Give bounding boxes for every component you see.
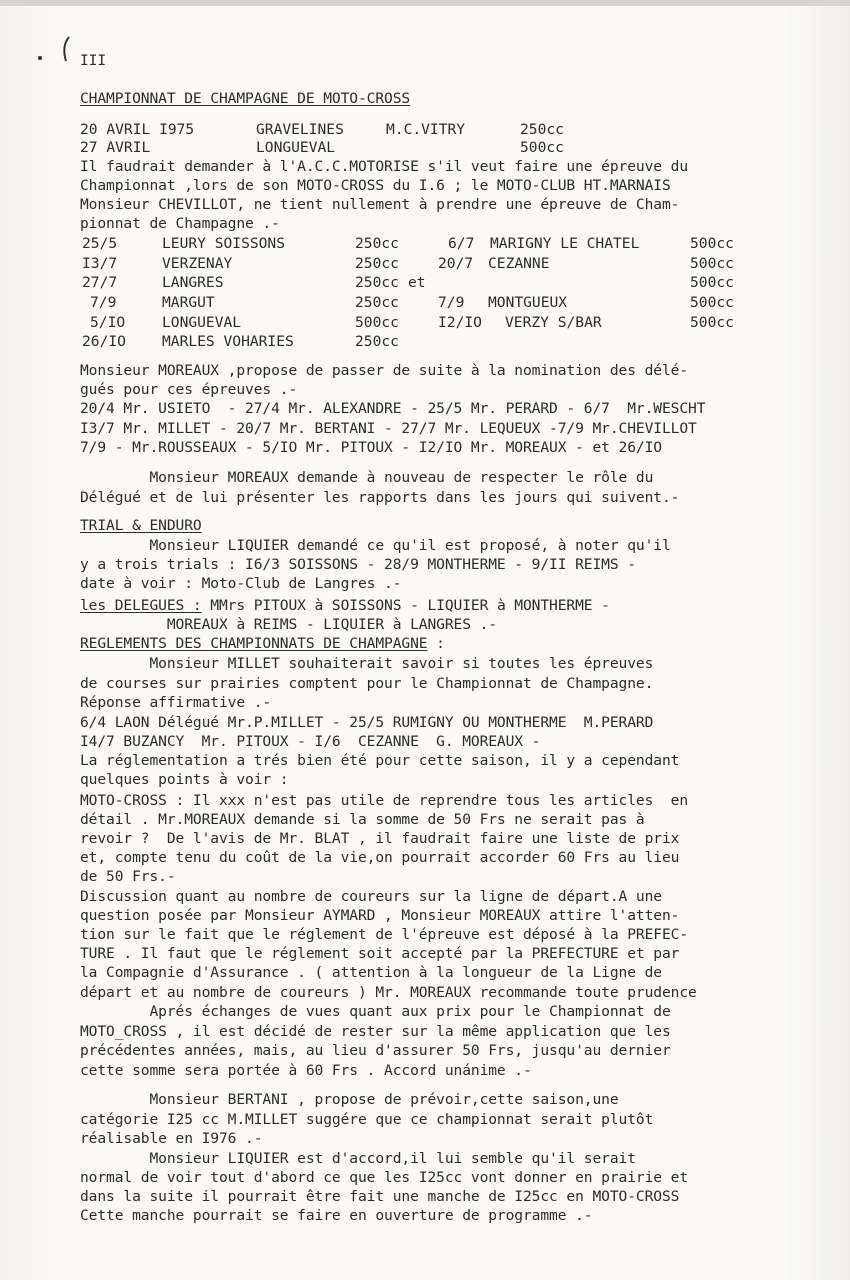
cal-date: 27/7 <box>82 274 118 291</box>
text-line: tion sur le fait que le réglement de l'épreuve est déposé à la PREFEC- <box>80 926 689 943</box>
text-line: catégorie I25 cc M.MILLET suggére que ce championnat serait plutôt <box>80 1111 654 1128</box>
text-line: Monsieur BERTANI , propose de prévoir,cette saison,une <box>80 1091 619 1108</box>
fixture-place: LONGUEVAL <box>256 139 336 156</box>
text-line: Il faudrait demander à l'A.C.C.MOTORISE s'il veut faire une épreuve du <box>80 158 689 175</box>
text-line: précédentes années, mais, au lieu d'assurer 50 Frs, jusqu'au dernier <box>80 1042 671 1059</box>
cal-cc: 250cc <box>355 294 399 311</box>
text-line: normal de voir tout d'abord ce que les I25cc vont donner en prairie et <box>80 1169 689 1186</box>
cal-place: LEURY SOISSONS <box>162 235 286 252</box>
text-line: I3/7 Mr. MILLET - 20/7 Mr. BERTANI - 27/7 Mr. LEQUEUX -7/9 Mr.CHEVILLOT <box>80 420 697 437</box>
fixture-club: M.C.VITRY <box>386 121 466 138</box>
text-line: pionnat de Champagne .- <box>80 215 280 232</box>
cal-cc: 500cc <box>355 314 399 331</box>
cal-place: MARGUT <box>162 294 215 311</box>
text-line: gués pour ces épreuves .- <box>80 381 298 398</box>
fixture-cc: 250cc <box>520 121 564 138</box>
delegues-label: les DELEGUES : <box>80 597 202 614</box>
text-line: Monsieur LIQUIER demandé ce qu'il est proposé, à noter qu'il <box>80 537 671 554</box>
text-line: Discussion quant au nombre de coureurs sur la ligne de départ.A une <box>80 888 662 905</box>
cal-date: 25/5 <box>82 235 118 252</box>
cal-place: LONGUEVAL <box>162 314 242 331</box>
section-heading-reglements: REGLEMENTS DES CHAMPIONNATS DE CHAMPAGNE <box>80 635 428 652</box>
text-line: revoir ? De l'avis de Mr. BLAT , il faudrait faire une liste de prix <box>80 830 680 847</box>
cal-cc: 500cc <box>690 235 734 252</box>
cal-date: I2/IO <box>438 314 482 331</box>
text-line: Championnat ,lors de son MOTO-CROSS du I.6 ; le MOTO-CLUB HT.MARNAIS <box>80 177 671 194</box>
text-line: détail . Mr.MOREAUX demande si la somme de 50 Frs ne serait pas à <box>80 811 645 828</box>
handwritten-mark-icon <box>58 35 74 63</box>
cal-cc: 250cc <box>355 255 399 272</box>
delegues-text: MMrs PITOUX à SOISSONS - LIQUIER à MONTHERME - <box>201 597 610 614</box>
cal-place: VERZENAY <box>162 255 233 272</box>
cal-cc: 250cc <box>355 333 399 350</box>
text-line: départ et au nombre de coureurs ) Mr. MOREAUX recommande toute prudence <box>80 984 697 1001</box>
text-line: TURE . Il faut que le réglement soit accepté par la PREFECTURE et par <box>80 945 680 962</box>
page-number: III <box>80 52 107 69</box>
text-line: cette somme sera portée à 60 Frs . Accord unánime .- <box>80 1062 532 1079</box>
text-line: Monsieur MOREAUX demande à nouveau de respecter le rôle du <box>80 469 654 486</box>
text-line: la Compagnie d'Assurance . ( attention à la longueur de la Ligne de <box>80 964 662 981</box>
text-line: Monsieur CHEVILLOT, ne tient nullement à prendre une épreuve de Cham- <box>80 196 680 213</box>
cal-place: MARIGNY LE CHATEL <box>490 235 640 252</box>
text-line: réalisable en I976 .- <box>80 1130 263 1147</box>
delegues-line <box>80 597 610 615</box>
text-line: 6/4 LAON Délégué Mr.P.MILLET - 25/5 RUMIGNY OU MONTHERME M.PERARD <box>80 714 654 731</box>
cal-date: 5/IO <box>90 314 126 331</box>
text-line: MOREAUX à REIMS - LIQUIER à LANGRES .- <box>80 616 497 633</box>
cal-place: CEZANNE <box>488 255 550 272</box>
text-line: La réglementation a trés bien été pour cette saison, il y a cependant <box>80 752 680 769</box>
cal-date: I3/7 <box>82 255 118 272</box>
cal-date: 26/IO <box>82 333 126 350</box>
text-line: y a trois trials : I6/3 SOISSONS - 28/9 MONTHERME - 9/II REIMS - <box>80 556 636 573</box>
cal-date: 7/9 <box>90 294 117 311</box>
main-heading: CHAMPIONNAT DE CHAMPAGNE DE MOTO-CROSS <box>80 90 411 107</box>
cal-place: LANGRES <box>162 274 224 291</box>
cal-cc: 250cc <box>355 274 399 291</box>
cal-cc: 250cc <box>355 235 399 252</box>
text-line: Monsieur MILLET souhaiterait savoir si toutes les épreuves <box>80 655 654 672</box>
text-line: quelques points à voir : <box>80 771 289 788</box>
text-line: dans la suite il pourrait être fait une manche de I25cc en MOTO-CROSS <box>80 1188 680 1205</box>
text-line: Cette manche pourrait se faire en ouverture de programme .- <box>80 1207 593 1224</box>
cal-cc: 500cc <box>690 314 734 331</box>
cal-date: 20/7 <box>438 255 474 272</box>
text-line: I4/7 BUZANCY Mr. PITOUX - I/6 CEZANNE G. MOREAUX - <box>80 733 541 750</box>
cal-place: MARLES VOHARIES <box>162 333 294 350</box>
reglements-heading-line <box>80 635 445 653</box>
text-line: Réponse affirmative .- <box>80 694 272 711</box>
text-line: et, compte tenu du coût de la vie,on pourrait accorder 60 Frs au lieu <box>80 849 680 866</box>
text-line: 20/4 Mr. USIETO - 27/4 Mr. ALEXANDRE - 25/5 Mr. PERARD - 6/7 Mr.WESCHT <box>80 400 706 417</box>
cal-place: VERZY S/BAR <box>505 314 602 331</box>
cal-place: MONTGUEUX <box>488 294 568 311</box>
section-heading-trial: TRIAL & ENDURO <box>80 517 202 534</box>
text-line: 7/9 - Mr.ROUSSEAUX - 5/IO Mr. PITOUX - I2/IO Mr. MOREAUX - et 26/IO <box>80 439 662 456</box>
text-line: de 50 Frs.- <box>80 868 176 885</box>
cal-date: 6/7 <box>448 235 475 252</box>
cal-date: et <box>408 274 426 291</box>
text-line: MOTO-CROSS : Il xxx n'est pas utile de reprendre tous les articles en <box>80 792 689 809</box>
cal-cc: 500cc <box>690 294 734 311</box>
cal-cc: 500cc <box>690 274 734 291</box>
cal-cc: 500cc <box>690 255 734 272</box>
text-line: question posée par Monsieur AYMARD , Monsieur MOREAUX attire l'atten- <box>80 907 680 924</box>
text-line: MOTO_CROSS , il est décidé de rester sur la même application que les <box>80 1023 671 1040</box>
ink-dot <box>38 56 42 60</box>
cal-date: 7/9 <box>438 294 465 311</box>
heading-suffix: : <box>427 635 445 652</box>
fixture-place: GRAVELINES <box>256 121 344 138</box>
text-line: de courses sur prairies comptent pour le Championnat de Champagne. <box>80 675 654 692</box>
fixture-cc: 500cc <box>520 139 564 156</box>
text-line: Monsieur LIQUIER est d'accord,il lui semble qu'il serait <box>80 1150 636 1167</box>
fixture-date: 27 AVRIL <box>80 139 151 156</box>
text-line: Aprés échanges de vues quant aux prix pour le Championnat de <box>80 1003 671 1020</box>
text-line: Monsieur MOREAUX ,propose de passer de suite à la nomination des délé- <box>80 362 689 379</box>
text-line: date à voir : Moto-Club de Langres .- <box>80 575 402 592</box>
text-line: Délégué et de lui présenter les rapports dans les jours qui suivent.- <box>80 489 680 506</box>
page-top-edge <box>0 0 850 6</box>
fixture-date: 20 AVRIL I975 <box>80 121 195 138</box>
